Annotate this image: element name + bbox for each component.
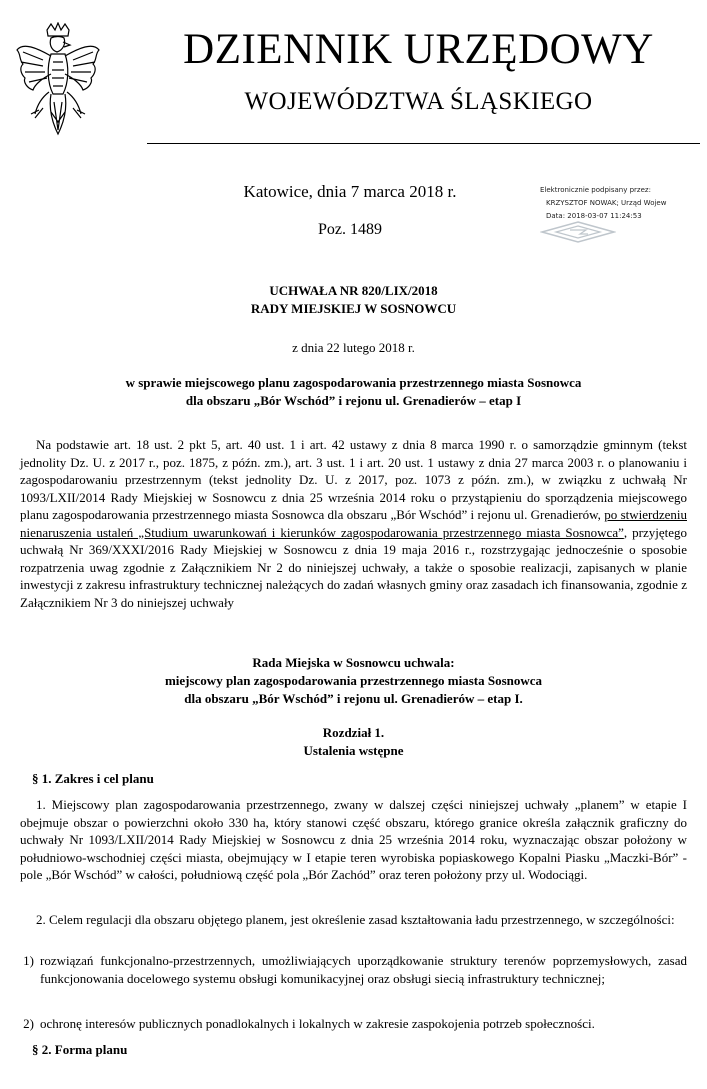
list-item [20, 952, 687, 987]
masthead-subtitle: WOJEWÓDZTWA ŚLĄSKIEGO [244, 88, 593, 115]
signature-signer: KRZYSZTOF NOWAK; Urząd Wojew [546, 199, 667, 207]
list-item [20, 1015, 687, 1033]
section-2-heading: § 2. Forma planu [32, 1042, 128, 1057]
section-1-paragraph-1 [20, 796, 687, 884]
resolves-line-1: Rada Miejska w Sosnowcu uchwala: [252, 655, 455, 670]
position-number: Poz. 1489 [318, 221, 382, 238]
signature-stamp-icon [540, 220, 616, 244]
masthead-title: DZIENNIK URZĘDOWY [183, 26, 654, 73]
preamble-study-reference: po stwierdzeniu nienaruszenia ustaleń „Studium uwarunkowań i kierunków zagospodarowania przestrzennego miasta Sosnowca” [20, 507, 687, 540]
chapter-subtitle: Ustalenia wstępne [303, 743, 404, 758]
resolution-subject-line-1: w sprawie miejscowego planu zagospodarowania przestrzennego miasta Sosnowca [125, 375, 582, 390]
section-1-text-2: 2. Celem regulacji dla obszaru objętego planem, jest określenie zasad kształtowania ładu przestrzennego, w szczególności: [36, 912, 675, 927]
resolution-issuer: RADY MIEJSKIEJ W SOSNOWCU [250, 301, 457, 316]
chapter-title: Rozdział 1. [322, 725, 385, 740]
masthead-divider [147, 143, 700, 144]
resolution-date: z dnia 22 lutego 2018 r. [292, 340, 415, 355]
resolves-line-2: miejscowy plan zagospodarowania przestrzennego miasta Sosnowca [164, 673, 543, 688]
electronic-signature [540, 184, 707, 223]
list-item-text: ochronę interesów publicznych ponadlokalnych i lokalnych w zakresie zaspokojenia potrzeb społeczności. [40, 1016, 595, 1031]
list-item-number: 1) [23, 953, 34, 968]
section-1-text-1: 1. Miejscowy plan zagospodarowania przestrzennego, zwany w dalszej części niniejszej uchwały „planem” w etapie I obejmuje obszar o powierzchni około 330 ha, który stanowi część obszaru, którego granice określa załącznik graficzny do uchwały Nr 1093/LXII/2014 Rady Miejskiej w Sosnowcu z dnia 25 września 2014 roku, wyznaczając obszar położony w południowo-wschodniej części miasta, obejmujący w I etapie teren wyrobiska popiaskowego Kopalni Piasku „Maczki-Bór” - pole „Bór Wschód” w całości, południową część pola „Bór Zachód” oraz teren położony przy ul. Wodociągi. [20, 797, 687, 882]
resolves-line-3: dla obszaru „Bór Wschód” i rejonu ul. Grenadierów – etap I. [184, 691, 523, 706]
section-1-paragraph-2 [20, 911, 687, 929]
preamble-text-1: Na podstawie art. 18 ust. 2 pkt 5, art. 40 ust. 1 i art. 42 ustawy z dnia 8 marca 1990 r. o samorządzie gminnym (tekst jednolity Dz. U. z 2017 r., poz. 1875, z późn. zm.), art. 3 ust. 1 i art. 20 ust. 1 ustawy z dnia 27 marca 2003 r. o planowaniu i zagospodarowaniu przestrzennym (tekst jednolity Dz. U. z 2017, poz. 1073 z późn. zm.), w związku z uchwałą Nr 1093/LXII/2014 Rady Miejskiej w Sosnowcu z dnia 25 września 2014 roku o przystąpieniu do sporządzenia miejscowego planu zagospodarowania przestrzennego miasta Sosnowca dla obszaru „Bór Wschód” i rejonu ul. Grenadierów, [20, 437, 687, 522]
section-1-heading: § 1. Zakres i cel planu [32, 771, 154, 786]
list-item-text: rozwiązań funkcjonalno-przestrzennych, umożliwiających uporządkowanie struktury terenów poprzemysłowych, zasad funkcjonowania docelowego systemu obsługi komunikacyjnej oraz obsługi siecią infrastruktury technicznej; [40, 953, 687, 986]
list-item-number: 2) [23, 1016, 34, 1031]
preamble-text-2: , przyjętego uchwałą Nr 369/XXXI/2016 Rady Miejskiej w Sosnowcu z dnia 19 maja 2016 r., rozstrzygając jednocześnie o sposobie rozpatrzenia uwag zgodnie z Załącznikiem Nr 2 do niniejszej uchwały, a także o sposobie realizacji, zapisanych w planie inwestycji z zakresu infrastruktury technicznej należących do zadań własnych gminy oraz zasadach ich finansowania, zgodnie z Załącznikiem Nr 3 do niniejszej uchwały [20, 524, 687, 610]
signature-date: Data: 2018-03-07 11:24:53 [546, 212, 642, 220]
resolution-subject-line-2: dla obszaru „Bór Wschód” i rejonu ul. Grenadierów – etap I [185, 393, 522, 408]
signature-label: Elektronicznie podpisany przez: [540, 186, 651, 194]
resolution-title: UCHWAŁA NR 820/LIX/2018 [269, 283, 438, 298]
polish-eagle-icon [13, 22, 103, 140]
preamble-paragraph [20, 436, 687, 611]
place-date: Katowice, dnia 7 marca 2018 r. [243, 182, 457, 201]
